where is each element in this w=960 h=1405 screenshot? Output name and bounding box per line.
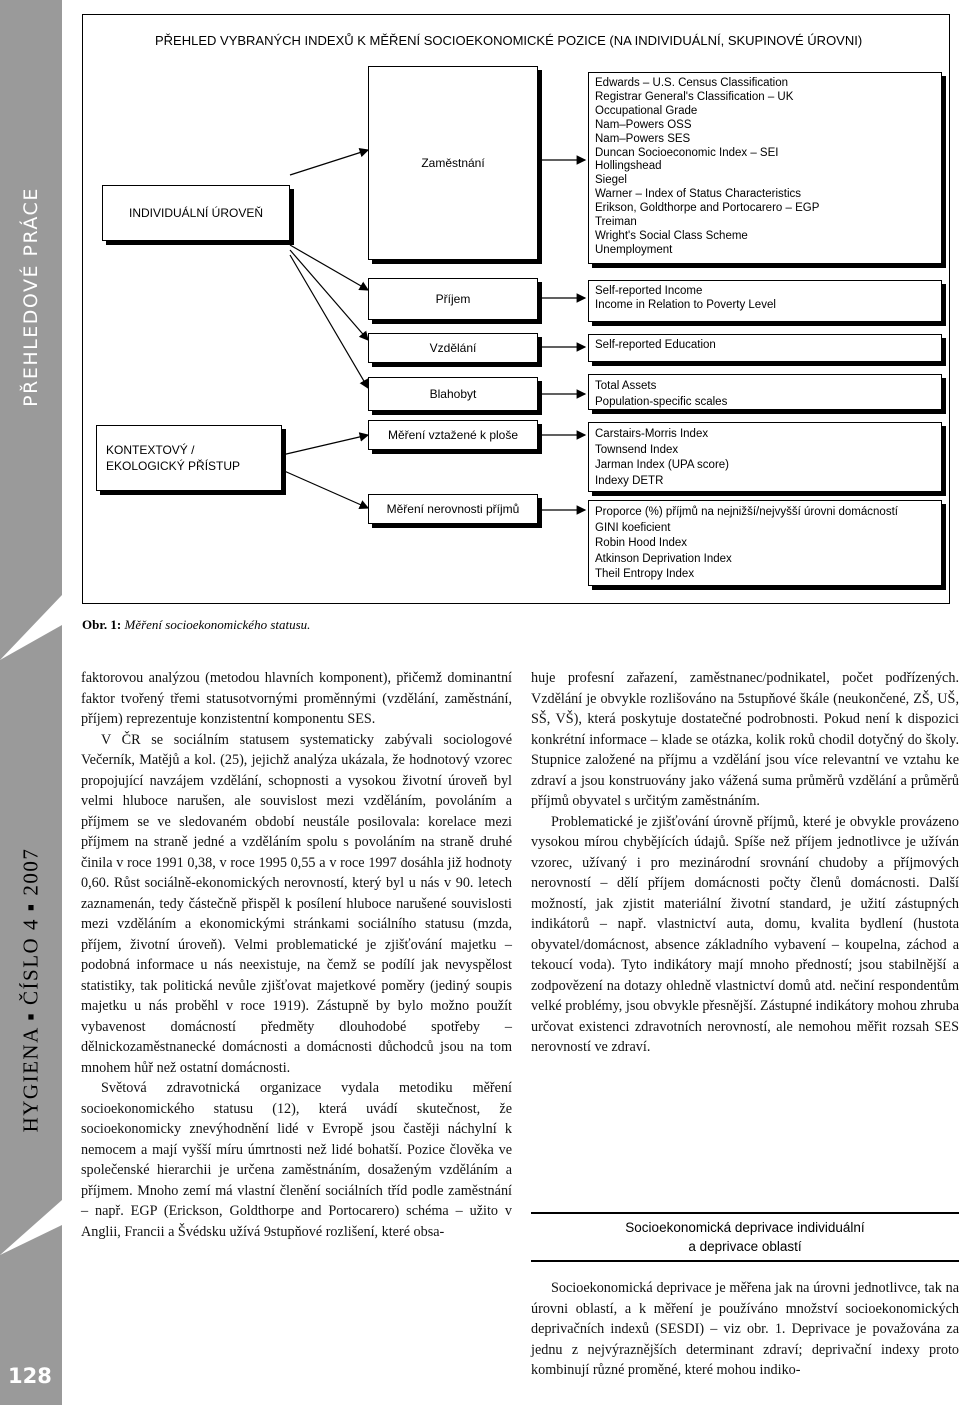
income-inequality-box [368,494,538,524]
right-paragraph-3: Socioekonomická deprivace je měřena jak na úrovni jednotlivce, tak na úrovni oblastí, a k měření je používáno množství socioekonomických deprivačních indexů (SESDI) – viz obr. 1. Deprivace je považována za jednu z nejvýraznějších determinant zdraví; deprivační indexy proto kombinují různé proměné, které mohou indiko- [531,1280,959,1378]
area-indices-list [595,427,935,489]
section-heading [531,1212,959,1262]
area-measures-box [368,420,538,450]
right-text-column-lower [531,1278,959,1381]
employment-index-item: Occupational Grade [595,104,698,117]
context-approach-line2: EKOLOGICKÝ PŘÍSTUP [106,459,241,473]
employment-index-item: Duncan Socioeconomic Index – SEI [595,146,779,159]
employment-indices-list [595,77,935,258]
caption-text: Měření socioekonomického statusu. [124,617,311,632]
area-index-item: Indexy DETR [595,474,664,487]
figure-caption [82,617,310,633]
employment-index-item: Nam–Powers SES [595,132,691,145]
inequality-indices-list [595,505,935,583]
income-indices-box [588,280,942,322]
wealth-label: Blahobyt [429,387,477,401]
income-inequality-label: Měření nerovnosti příjmů [386,502,520,516]
context-approach-box [96,425,282,491]
wealth-index-item: Population-specific scales [595,396,728,408]
employment-box [368,66,538,260]
income-index-item: Self-reported Income [595,285,703,297]
left-paragraph-1: faktorovou analýzou (metodou hlavních komponent), přičemž dominantní faktor tvořený třemi statusotvornými proměnnými (vzdělání, zaměstnání, příjem) reprezentuje konzistentní komponentu SES. [81,670,512,727]
left-paragraph-2: V ČR se sociálním statusem systematicky zabývali sociologové Večerník, Matějů a kol. (25), jejichž analýza ukázala, že hodnotový vzorec propojující navzájem vzdělání, schopnosti a vysokou životní úroveň byl velmi hluboce narušen, ale souvislost mezi vzděláním, povoláním a příjmem se ve sledovaném období neustále posilovala: korelace mezi příjmem na straně jedné a vzděláním spolu s povoláním na straně druhé činila v roce 1991 0,38, v roce 1995 0,55 a v roce 1997 dosáhla již hodnoty 0,60. Růst sociálně-ekonomických nerovností, který byl u nás v 90. letech zaznamenán, tedy částečně přispěl k posílení hluboce narušené souvislosti mezi vzděláním a ekonomickými stránkami sociálního statusu (mzda, příjem, životní úroveň). Velmi problematické je zjišťování majetku – podobná informace u nás neexistuje, na čemž se podílí jak nevyspělost statistiky, tak politická nevůle zjišťovat majetkové poměry (jediný soupis majetku u nás proběhl v roce 1919). Zástupně by bylo možno použít vybavenost domácností předměty dlouhodobé spotřeby – dělnickozaměstnanecké domácnosti a domácnosti důchodců jsou na tom mnohem hůř než ostatní domácnosti. [81,731,512,1076]
individual-level-label: INDIVIDUÁLNÍ ÚROVEŇ [128,206,264,220]
section-heading-line2: a deprivace oblastí [688,1239,802,1254]
figure-title: PŘEHLED VYBRANÝCH INDEXŮ K MĚŘENÍ SOCIOEKONOMICKÉ POZICE (NA INDIVIDUÁLNÍ, SKUPINOVÉ ÚROVNI) [155,33,863,48]
area-index-item: Townsend Index [595,443,679,456]
employment-index-item: Unemployment [595,243,673,256]
income-label: Příjem [435,292,471,306]
employment-index-item: Nam–Powers OSS [595,118,692,131]
education-indices-list [595,339,935,353]
individual-level-box [102,185,290,241]
education-label: Vzdělání [429,341,477,355]
area-measures-label: Měření vztažené k ploše [387,428,519,442]
wealth-box [368,377,538,411]
education-index-item: Self-reported Education [595,339,716,351]
right-text-column [531,668,959,1058]
employment-index-item: Treiman [595,216,637,229]
employment-label: Zaměstnání [421,156,485,170]
employment-index-item: Siegel [595,174,627,187]
wealth-indices-box [588,374,942,410]
right-paragraph-2: Problematické je zjišťování úrovně příjmů, které je obvykle provázeno vysokou mírou chybějících údajů. Spíše než příjem jednotlivce je užíván vzorec, užívaný i pro mezinárodní srovnání chudoby a příjmových nerovností – dělí příjem domácnosti počty členů domácnosti. Další možností, jak zjistit materiální životní standard, je užití zástupných indikátorů – např. vlastnictví auta, domu, kvalita bydlení (hustota obyvatel/domácnost, absence základního vybavení – koupelna, záchod a tekoucí voda). Tyto indikátory mají mnoho předností; jsou stabilnější a zodpovězení na dotazy ohledně vlastnictví domů atd. nečiní respondentům velké problémy, jsou obvykle přesnější. Zástupné indikátory mohou zhruba určovat existenci zdravotních nerovností, ale nemohou měřit rozsah SES nerovností ve zdraví. [531,813,959,1055]
area-indices-box [588,422,942,492]
inequality-index-item: Theil Entropy Index [595,568,695,581]
income-box [368,278,538,320]
section-label: PŘEHLEDOVÉ PRÁCE [20,187,42,407]
right-paragraph-1: huje profesní zařazení, zaměstnanec/podnikatel, počet podřízených. Vzdělání je obvykle rozlišováno na 5stupňové škále (neukončené, ZŠ, UŠ, SŠ, VŠ), která poskytuje dostatečné podrobnosti. Pokud není k dispozici konkrétní informace – klade se otázka, kolik roků chodil dotyčný do školy. Stupnice založené na příjmu a vzdělání jsou více relevantní ve vztahu ke zdraví a jsou konstruovány jako vážená suma průměrů vzdělání a průměrů příjmů obyvatel s určitým zaměstnáním. [531,670,959,809]
inequality-index-item: Atkinson Deprivation Index [595,552,732,565]
education-box [368,333,538,363]
left-text-column [81,668,512,1242]
wealth-indices-list [595,378,935,410]
inequality-index-item: Proporce (%) příjmů na nejnižší/nejvyšší úrovni domácností [595,506,898,518]
area-index-item: Carstairs-Morris Index [595,428,709,440]
employment-index-item: Wright's Social Class Scheme [595,229,748,242]
wealth-index-item: Total Assets [595,380,657,392]
context-approach-line1: KONTEXTOVÝ / [106,443,195,457]
inequality-indices-box [588,500,942,586]
employment-indices-box [588,72,942,264]
left-paragraph-3: Světová zdravotnická organizace vydala metodiku měření socioekonomického statusu (12), která uvádí skutečnost, že socioekonomicky znevýhodnění lidé v Evropě jsou častěji náchylní k nemocem a mají vyšší míru úmrtnosti než lidé bohatší. Pozice člověka ve společenské hierarchii je určena zaměstnáním, dosaženým vzděláním a příjmem. Mnoho zemí má vlastní členění sociálních tříd podle zaměstnání – např. EGP (Erickson, Goldthorpe and Portocarero) schéma – užito v Anglii, Francii a Švédsku užívá 9stupňové rozlišení, které obsa- [81,1080,512,1240]
inequality-index-item: Robin Hood Index [595,537,688,550]
section-heading-line1: Socioekonomická deprivace individuální [625,1220,865,1235]
employment-index-item: Erikson, Goldthorpe and Portocarero – EGP [595,202,820,215]
journal-label: HYGIENA ▪ ČÍSLO 4 ▪ 2007 [18,847,43,1133]
employment-index-item: Hollingshead [595,160,662,173]
employment-index-item: Registrar General's Classification – UK [595,90,794,103]
income-indices-list [595,285,935,313]
caption-label: Obr. 1: [82,617,122,632]
area-index-item: Jarman Index (UPA score) [595,459,730,471]
employment-index-item: Warner – Index of Status Characteristics [595,188,802,201]
income-index-item: Income in Relation to Poverty Level [595,298,776,311]
education-indices-box [588,334,942,362]
employment-index-item: Edwards – U.S. Census Classification [595,77,789,89]
page-number: 128 [8,1364,52,1388]
inequality-index-item: GINI koeficient [595,521,671,534]
